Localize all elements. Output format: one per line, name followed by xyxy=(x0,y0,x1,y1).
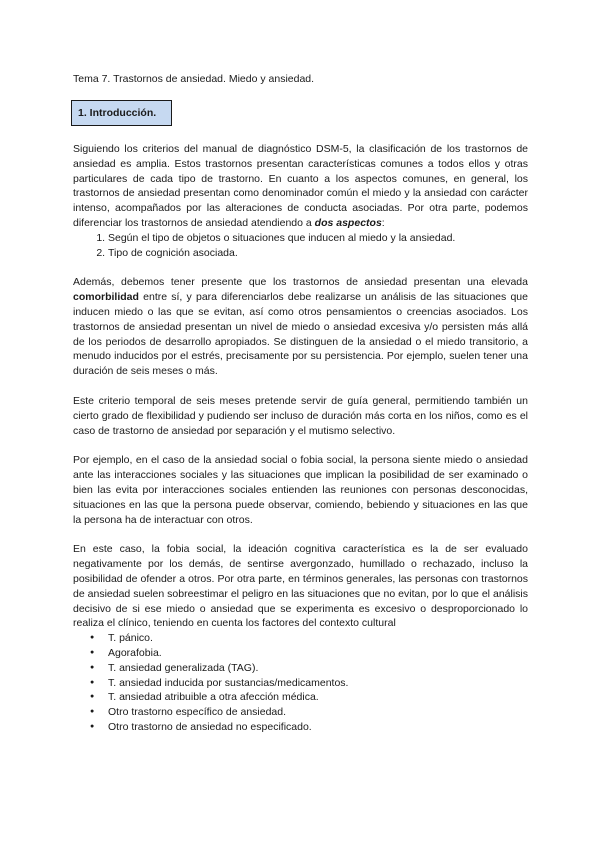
section-title: 1. Introducción. xyxy=(71,100,172,126)
document-header: Tema 7. Trastornos de ansiedad. Miedo y ansiedad. xyxy=(73,73,315,85)
paragraph-comorbidity-start: Además, debemos tener presente que los trastornos de ansiedad presentan una elevada xyxy=(73,276,528,289)
aspects-numbered-list xyxy=(73,231,528,261)
paragraph-comorbidity xyxy=(73,275,528,379)
list-item: 1. Según el tipo de objetos o situaciones que inducen al miedo y la ansiedad. xyxy=(108,231,528,246)
list-item: ● T. pánico. xyxy=(108,631,528,646)
paragraph-social-anxiety: Por ejemplo, en el caso de la ansiedad social o fobia social, la persona siente miedo o ansiedad ante las interacciones sociales y las situaciones que implican la posibilidad de ser examinado o bien las evita por interacciones sociales entienden las reuniones con personas desconocidas, situaciones en las que la persona puede observar, comiendo, bebiendo y situaciones en las que la persona ha de interactuar con otros. xyxy=(73,454,528,526)
list-item: ● T. ansiedad inducida por sustancias/medicamentos. xyxy=(108,676,528,691)
list-item: ● Agorafobia. xyxy=(108,646,528,661)
disorders-bullet-list xyxy=(73,631,528,735)
paragraph-intro-end: : xyxy=(381,216,385,229)
paragraph-comorbidity-rest: entre sí, y para diferenciarlos debe realizarse un análisis de las situaciones que inducen miedo o las que se evitan, así como otros pensamientos o creencias asociados. Los trastornos de ansiedad presentan un nivel de miedo o ansiedad excesiva y/o persisten más allá de los periodos de desarrollo apropiados. Se distinguen de la ansiedad o el miedo transitorio, a menudo inducidos por el estrés, precisamente por su persistencia. Por ejemplo, suelen tener una duración de seis meses o más. xyxy=(73,291,528,378)
list-item: ● Otro trastorno de ansiedad no especificado. xyxy=(108,720,528,735)
paragraph-intro-text: Siguiendo los criterios del manual de diagnóstico DSM-5, la clasificación de los trastornos de ansiedad es amplia. Estos trastornos presentan características comunes a todos ellos y otras particulares de cada tipo de trastorno. En cuanto a los aspectos comunes, en general, los trastornos de ansiedad presentan como denominador común el miedo y la ansiedad con carácter intenso, acompañados por las alteraciones de conducta asociadas. Por otra parte, podemos diferenciar los trastornos de ansiedad atendiendo a xyxy=(73,143,528,229)
list-item: ● T. ansiedad generalizada (TAG). xyxy=(108,661,528,676)
list-item: ● T. ansiedad atribuible a otra afección médica. xyxy=(108,690,528,705)
document-body xyxy=(73,142,528,750)
emphasis-dos-aspectos: dos aspectos xyxy=(314,216,382,229)
paragraph-intro xyxy=(73,142,528,231)
paragraph-temporal-criterion: Este criterio temporal de seis meses pretende servir de guía general, permitiendo también un cierto grado de flexibilidad y pudiendo ser incluso de duración más corta en los niños, como es el caso de trastorno de ansiedad por separación y el mutismo selectivo. xyxy=(73,394,528,437)
list-item: 2. Tipo de cognición asociada. xyxy=(108,246,528,261)
list-item: ● Otro trastorno específico de ansiedad. xyxy=(108,705,528,720)
paragraph-social-phobia: En este caso, la fobia social, la ideación cognitiva característica es la de ser evaluado negativamente por los demás, de sentirse avergonzado, humillado o rechazado, incluso la posibilidad de ofender a otros. Por otra parte, en términos generales, las personas con trastornos de ansiedad suelen sobreestimar el peligro en las situaciones que no evitan, por lo que el análisis decisivo de si ese miedo o ansiedad que se experimenta es excesivo o desproporcionado lo realiza el clínico, teniendo en cuenta los factores del contexto cultural xyxy=(73,543,528,630)
emphasis-comorbilidad: comorbilidad xyxy=(73,291,139,304)
